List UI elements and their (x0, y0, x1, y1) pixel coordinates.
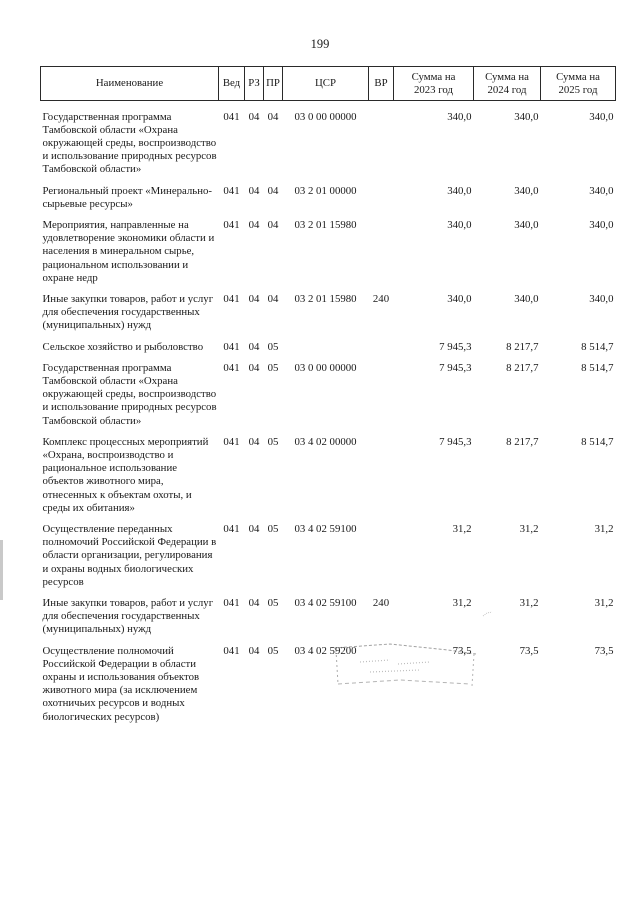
row-pr: 04 (267, 110, 279, 123)
row-sum-2025: 31,2 (594, 522, 614, 535)
row-ved: 041 (223, 218, 240, 231)
row-pr: 04 (267, 218, 279, 231)
row-rz: 04 (248, 522, 260, 535)
row-vr (369, 185, 394, 219)
header-vr: ВР (369, 67, 394, 101)
row-sum-2024: 340,0 (514, 292, 539, 305)
row-ved: 041 (223, 361, 240, 374)
row-sum-2025: 340,0 (589, 218, 614, 231)
row-pr: 05 (267, 597, 279, 609)
row-ved: 041 (223, 340, 240, 353)
row-ved: 041 (223, 435, 240, 448)
table-row (41, 185, 616, 219)
row-rz: 04 (248, 184, 260, 197)
row-ved: 041 (223, 110, 240, 123)
row-sum-2024: 340,0 (514, 110, 539, 123)
row-sum-2024: 8 217,7 (506, 340, 539, 353)
row-rz: 04 (248, 218, 260, 231)
row-pr: 05 (267, 361, 279, 374)
row-ved: 041 (223, 184, 240, 197)
header-pr: ПР (264, 67, 283, 101)
row-sum-2024: 31,2 (519, 522, 539, 535)
row-csr: 03 4 02 59100 (294, 522, 357, 535)
row-vr (369, 362, 394, 436)
row-name: Иные закупки товаров, работ и услуг для обеспечения государственных (муниципальных) нужд (42, 597, 214, 636)
row-sum-2025: 8 514,7 (581, 340, 614, 353)
row-csr (283, 341, 369, 362)
table-row (41, 111, 616, 185)
scan-speck (482, 610, 494, 618)
row-sum-2024: 8 217,7 (506, 361, 539, 374)
row-sum-2024: 31,2 (519, 597, 539, 609)
budget-table (40, 66, 616, 732)
table-row (41, 645, 616, 732)
row-sum-2025: 31,2 (594, 597, 614, 609)
row-rz: 04 (248, 597, 260, 609)
table-row (41, 293, 616, 341)
row-name: Государственная программа Тамбовской области «Охрана окружающей среды, воспроизводство и использование природных ресурсов Тамбовской области» (42, 361, 217, 427)
row-csr: 03 4 02 59100 (294, 597, 357, 609)
row-csr: 03 2 01 00000 (294, 184, 357, 197)
table-row (41, 341, 616, 362)
row-sum-2025: 340,0 (589, 110, 614, 123)
row-vr (369, 341, 394, 362)
row-sum-2024: 73,5 (519, 644, 539, 657)
row-sum-2023: 7 945,3 (439, 340, 472, 353)
header-sum-2025: Сумма на 2025 год (541, 67, 616, 101)
row-sum-2025: 8 514,7 (581, 435, 614, 448)
row-sum-2023: 340,0 (447, 292, 472, 305)
table-row (41, 219, 616, 293)
row-sum-2024: 340,0 (514, 218, 539, 231)
table-header (41, 67, 616, 101)
row-csr: 03 0 00 00000 (294, 361, 357, 374)
row-sum-2023: 7 945,3 (439, 435, 472, 448)
row-sum-2024: 8 217,7 (506, 435, 539, 448)
row-name: Региональный проект «Минерально-сырьевые ресурсы» (42, 184, 212, 210)
row-sum-2024: 340,0 (514, 184, 539, 197)
row-pr: 05 (267, 644, 279, 657)
row-pr: 05 (267, 522, 279, 535)
row-name: Комплекс процессных мероприятий «Охрана, воспроизводство и рациональное использование объектов животного мира, отнесенных к объектам охоты, и среды их обитания» (42, 435, 209, 514)
row-ved: 041 (223, 292, 240, 305)
row-vr (369, 436, 394, 523)
row-rz: 04 (248, 110, 260, 123)
row-sum-2023: 340,0 (447, 218, 472, 231)
row-name: Осуществление полномочий Российской Федерации в области охраны и использования объектов животного мира (за исключением охотничьих ресурсов и водных биологических ресурсов) (42, 644, 200, 723)
header-ved: Вед (219, 67, 245, 101)
row-vr (369, 111, 394, 185)
header-name: Наименование (41, 67, 219, 101)
row-csr: 03 2 01 15980 (294, 218, 357, 231)
header-csr: ЦСР (283, 67, 369, 101)
row-csr: 03 0 00 00000 (294, 110, 357, 123)
row-sum-2023: 31,2 (452, 597, 472, 609)
row-rz: 04 (248, 644, 260, 657)
row-vr: 240 (372, 292, 390, 305)
row-sum-2025: 8 514,7 (581, 361, 614, 374)
row-rz: 04 (248, 292, 260, 305)
scan-edge-mark (0, 540, 3, 600)
table-row (41, 362, 616, 436)
row-vr (369, 523, 394, 597)
row-name: Осуществление переданных полномочий Российской Федерации в области организации, регулирования и охраны водных биологических ресурсов (42, 522, 217, 588)
header-sum-2024: Сумма на 2024 год (474, 67, 541, 101)
row-pr: 05 (267, 340, 279, 353)
row-sum-2025: 73,5 (594, 644, 614, 657)
row-sum-2023: 31,2 (452, 522, 472, 535)
row-sum-2023: 340,0 (447, 110, 472, 123)
row-name: Иные закупки товаров, работ и услуг для обеспечения государственных (муниципальных) нужд (42, 292, 214, 332)
row-ved: 041 (223, 644, 240, 657)
row-csr: 03 2 01 15980 (294, 292, 357, 305)
row-sum-2023: 7 945,3 (439, 361, 472, 374)
row-name: Сельское хозяйство и рыболовство (42, 340, 204, 353)
row-rz: 04 (248, 340, 260, 353)
row-sum-2025: 340,0 (589, 292, 614, 305)
row-csr: 03 4 02 59200 (294, 644, 357, 657)
row-pr: 04 (267, 184, 279, 197)
page-number: 199 (310, 37, 330, 51)
row-name: Государственная программа Тамбовской области «Охрана окружающей среды, воспроизводство и использование природных ресурсов Тамбовской области» (42, 110, 217, 176)
row-rz: 04 (248, 361, 260, 374)
table-row (41, 436, 616, 523)
row-sum-2025: 340,0 (589, 184, 614, 197)
row-name: Мероприятия, направленные на удовлетворение экономики области и населения в минеральном сырье, рациональном использовании и охране недр (42, 218, 215, 284)
row-ved: 041 (223, 522, 240, 535)
row-sum-2023: 340,0 (447, 184, 472, 197)
table-row (41, 597, 616, 645)
row-csr: 03 4 02 00000 (294, 435, 357, 448)
faded-stamp-mark (330, 640, 480, 688)
row-pr: 05 (267, 435, 279, 448)
table-body (41, 101, 616, 732)
header-sum-2023: Сумма на 2023 год (394, 67, 474, 101)
row-ved: 041 (223, 597, 240, 609)
row-sum-2023: 73,5 (452, 644, 472, 657)
row-pr: 04 (267, 292, 279, 305)
row-vr: 240 (372, 597, 390, 609)
table-row (41, 523, 616, 597)
header-rz: РЗ (245, 67, 264, 101)
row-vr (369, 219, 394, 293)
row-rz: 04 (248, 435, 260, 448)
